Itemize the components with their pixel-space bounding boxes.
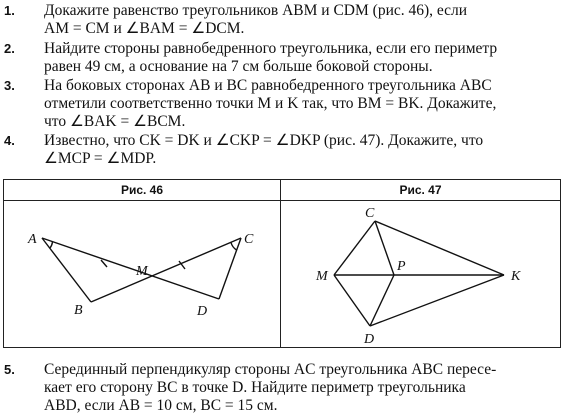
label-C: C [244, 232, 254, 247]
figure-46-caption: Рис. 46 [4, 180, 280, 201]
label-P: P [397, 259, 406, 274]
segment-CD [219, 238, 241, 299]
label-D: D [364, 332, 375, 347]
problem-number: 1. [4, 3, 15, 18]
label-M: M [136, 264, 148, 279]
segment-CK [375, 221, 504, 275]
figure-47-diagram [281, 180, 560, 347]
problem-text: Найдите стороны равнобедренного треугольника, если его периметр равен 49 см, а основание на 7 см больше боковой стороны. [44, 40, 498, 75]
problem-number: 5. [4, 362, 15, 377]
problem-number: 4. [4, 133, 15, 148]
angle-mark-C [231, 243, 237, 251]
segment-CB [91, 238, 241, 302]
segment-CP [375, 221, 394, 275]
angle-mark-A [50, 242, 53, 248]
figure-47-caption: Рис. 47 [281, 180, 560, 201]
segment-AB [42, 238, 91, 302]
problem-text: Серединный перпендикуляр стороны AC треугольника ABC пересе- кает его сторону BC в точке D. Найдите периметр треугольника ABD, если AB = 10 см, BC = 15 см. [44, 361, 497, 414]
segment-MD [334, 275, 370, 326]
problem-number: 2. [4, 41, 15, 56]
label-C: C [365, 206, 375, 221]
label-D: D [197, 304, 208, 319]
figure-46-diagram [4, 180, 280, 347]
problem-text: На боковых сторонах AB и BC равнобедренного треугольника ABC отметили соответственно точки M и K так, что BM = BK. Докажите, что ∠BAK = ∠BCM. [44, 77, 497, 130]
label-K: K [511, 269, 521, 284]
problem-number: 3. [4, 78, 15, 93]
segment-AD [42, 238, 219, 299]
segment-MC [334, 221, 375, 275]
figures-box [3, 179, 561, 348]
tick-AM [101, 260, 107, 267]
label-A: A [28, 232, 37, 247]
problem-text: Докажите равенство треугольников ABM и CDM (рис. 46), если AM = CM и ∠BAM = ∠DCM. [44, 2, 468, 37]
problem-text: Известно, что CK = DK и ∠CKP = ∠DKP (рис. 47). Докажите, что ∠MCP = ∠MDP. [44, 132, 484, 167]
label-B: B [74, 303, 83, 318]
label-M: M [316, 269, 328, 284]
